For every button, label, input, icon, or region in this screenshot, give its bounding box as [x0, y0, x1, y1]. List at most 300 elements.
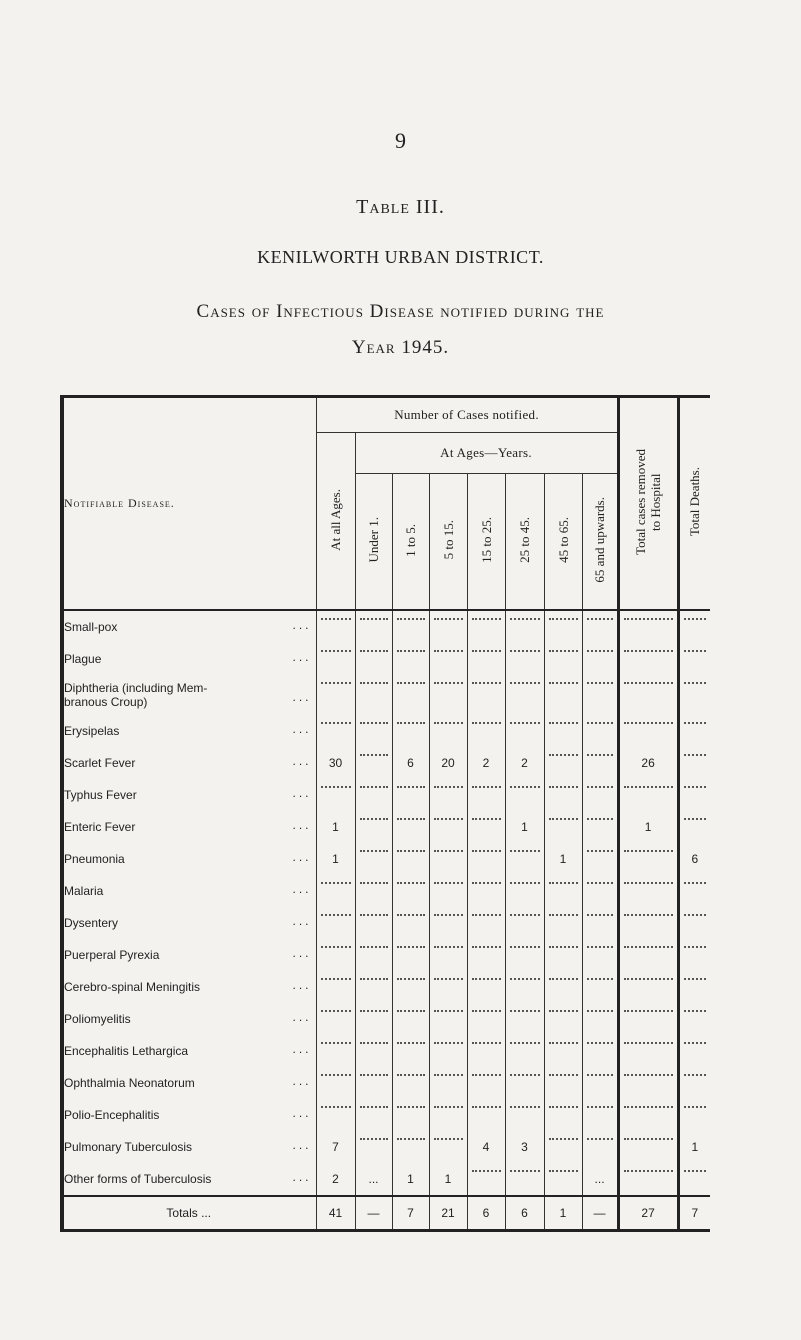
empty-dotted-cell: [684, 786, 707, 788]
age-group-header: [467, 474, 505, 611]
empty-dotted-cell: [549, 650, 578, 652]
dot-leader: ...: [292, 722, 312, 736]
table-cell: [429, 843, 467, 875]
table-cell: [544, 1003, 582, 1035]
empty-dotted-cell: [321, 1042, 351, 1044]
empty-dotted-cell: [472, 786, 501, 788]
disease-label: Typhus Fever: [64, 788, 137, 802]
empty-dotted-cell: [510, 914, 540, 916]
empty-dotted-cell: [587, 882, 613, 884]
dot-leader: ...: [292, 786, 312, 800]
empty-dotted-cell: [434, 818, 463, 820]
empty-dotted-cell: [587, 978, 613, 980]
table-cell: [544, 715, 582, 747]
empty-dotted-cell: [549, 1106, 578, 1108]
table-cell: [316, 610, 355, 643]
empty-dotted-cell: [684, 618, 707, 620]
empty-dotted-cell: [472, 650, 501, 652]
table-cell: [582, 1003, 618, 1035]
infectious-disease-table: [60, 395, 710, 1232]
empty-dotted-cell: [397, 1074, 425, 1076]
table-cell: [678, 1003, 710, 1035]
table-cell: [392, 1067, 429, 1099]
table-cell: [429, 939, 467, 971]
table-cell: [429, 1035, 467, 1067]
table-cell: [618, 1099, 678, 1131]
empty-dotted-cell: [624, 722, 673, 724]
disease-label: Diphtheria (including Mem-: [64, 681, 208, 695]
cell-value: —: [593, 1206, 606, 1220]
cell-value: 21: [441, 1206, 455, 1220]
empty-dotted-cell: [472, 1042, 501, 1044]
table-cell: [544, 843, 582, 875]
empty-dotted-cell: [510, 1074, 540, 1076]
dot-leader: ...: [292, 850, 312, 864]
district-title: KENILWORTH URBAN DISTRICT.: [257, 247, 544, 267]
table-cell: [316, 643, 355, 675]
removed-to-hospital-header: [618, 397, 678, 611]
empty-dotted-cell: [684, 1170, 707, 1172]
table-cell: [618, 1131, 678, 1163]
table-cell: [316, 907, 355, 939]
cell-value: 1: [407, 1172, 414, 1186]
table-cell: [429, 1163, 467, 1196]
disease-name: [62, 1067, 316, 1099]
age-group-label: 1 to 5.: [403, 523, 418, 557]
table-cell: [467, 1131, 505, 1163]
table-cell: [582, 779, 618, 811]
table-cell: [467, 875, 505, 907]
disease-label: Other forms of Tuberculosis: [64, 1172, 212, 1186]
empty-dotted-cell: [434, 618, 463, 620]
empty-dotted-cell: [434, 1074, 463, 1076]
table-cell: [618, 610, 678, 643]
disease-label: Encephalitis Lethargica: [64, 1044, 189, 1058]
disease-label: Pneumonia: [64, 852, 125, 866]
table-cell: [505, 1035, 544, 1067]
table-cell: [316, 843, 355, 875]
table-cell: [678, 1196, 710, 1231]
disease-label: Plague: [64, 652, 102, 666]
empty-dotted-cell: [360, 946, 388, 948]
table-cell: [392, 715, 429, 747]
at-ages-header: At Ages—Years.: [355, 433, 618, 474]
table-cell: [582, 1067, 618, 1099]
empty-dotted-cell: [360, 818, 388, 820]
table-cell: [678, 715, 710, 747]
dot-leader: ...: [292, 1138, 312, 1152]
cell-value: 1: [691, 1140, 699, 1154]
table-row: [62, 971, 710, 1003]
empty-dotted-cell: [472, 1010, 501, 1012]
empty-dotted-cell: [434, 850, 463, 852]
cell-value: 41: [328, 1206, 343, 1220]
empty-dotted-cell: [360, 1106, 388, 1108]
empty-dotted-cell: [549, 1074, 578, 1076]
table-cell: [505, 875, 544, 907]
empty-dotted-cell: [587, 618, 613, 620]
table-cell: [544, 747, 582, 779]
table-row: [62, 643, 710, 675]
table-cell: [467, 811, 505, 843]
empty-dotted-cell: [434, 978, 463, 980]
empty-dotted-cell: [549, 882, 578, 884]
table-cell: [467, 939, 505, 971]
empty-dotted-cell: [321, 618, 351, 620]
dot-leader: ...: [292, 946, 312, 960]
table-cell: [429, 747, 467, 779]
table-cell: [316, 715, 355, 747]
table-cell: [429, 779, 467, 811]
table-row: [62, 1003, 710, 1035]
table-cell: [392, 1196, 429, 1231]
age-group-label: 5 to 15.: [440, 520, 456, 560]
table-row: [62, 1035, 710, 1067]
empty-dotted-cell: [360, 682, 388, 684]
cell-value: 20: [441, 756, 455, 770]
table-cell: [467, 675, 505, 715]
cell-value: 6: [482, 1206, 490, 1220]
table-cell: [392, 939, 429, 971]
table-cell: [582, 1163, 618, 1196]
empty-dotted-cell: [434, 882, 463, 884]
cell-value: 7: [691, 1206, 699, 1220]
table-cell: [467, 1067, 505, 1099]
empty-dotted-cell: [587, 1010, 613, 1012]
empty-dotted-cell: [360, 914, 388, 916]
disease-name: [62, 811, 316, 843]
dot-leader: ...: [292, 618, 312, 632]
cell-value: 1: [332, 852, 339, 866]
empty-dotted-cell: [549, 818, 578, 820]
total-deaths-header: [678, 397, 710, 611]
empty-dotted-cell: [587, 818, 613, 820]
empty-dotted-cell: [360, 786, 388, 788]
table-cell: [429, 875, 467, 907]
empty-dotted-cell: [684, 722, 707, 724]
table-cell: [467, 1003, 505, 1035]
table-cell: [316, 971, 355, 1003]
table-cell: [355, 843, 392, 875]
disease-name: [62, 1035, 316, 1067]
cell-value: 2: [521, 756, 528, 770]
removed-header-line-2: to Hospital: [648, 473, 664, 531]
table-cell: [392, 610, 429, 643]
empty-dotted-cell: [587, 914, 613, 916]
table-cell: [678, 907, 710, 939]
table-cell: [505, 1099, 544, 1131]
cell-value: 26: [641, 756, 655, 770]
table-cell: [618, 843, 678, 875]
empty-dotted-cell: [510, 882, 540, 884]
age-group-header: [392, 474, 429, 611]
age-group-label: 45 to 65.: [555, 517, 571, 563]
table-cell: [355, 779, 392, 811]
empty-dotted-cell: [549, 618, 578, 620]
empty-dotted-cell: [684, 1042, 707, 1044]
cell-value: ...: [368, 1172, 379, 1186]
disease-label: Puerperal Pyrexia: [64, 948, 160, 962]
table-cell: [678, 747, 710, 779]
table-cell: [618, 811, 678, 843]
table-cell: [355, 675, 392, 715]
empty-dotted-cell: [360, 618, 388, 620]
empty-dotted-cell: [434, 786, 463, 788]
at-all-ages-label: At all Ages.: [328, 488, 343, 551]
table-cell: [467, 715, 505, 747]
disease-name: [62, 939, 316, 971]
dot-leader: ...: [292, 1042, 312, 1056]
table-cell: [678, 643, 710, 675]
empty-dotted-cell: [397, 618, 425, 620]
table-cell: [582, 971, 618, 1003]
disease-label: Scarlet Fever: [64, 756, 136, 770]
disease-name: [62, 843, 316, 875]
empty-dotted-cell: [360, 1074, 388, 1076]
table-cell: [355, 907, 392, 939]
table-cell: [429, 907, 467, 939]
cell-value: 2: [482, 756, 490, 770]
cell-value: 27: [641, 1206, 655, 1220]
cell-value: 2: [332, 1172, 339, 1186]
empty-dotted-cell: [624, 978, 673, 980]
at-all-ages-header: [316, 433, 355, 611]
empty-dotted-cell: [624, 1010, 673, 1012]
disease-label: Ophthalmia Neonatorum: [64, 1076, 195, 1090]
empty-dotted-cell: [549, 722, 578, 724]
table-cell: [355, 875, 392, 907]
table-cell: [618, 1003, 678, 1035]
empty-dotted-cell: [360, 978, 388, 980]
empty-dotted-cell: [397, 1042, 425, 1044]
empty-dotted-cell: [587, 722, 613, 724]
table-cell: [678, 843, 710, 875]
empty-dotted-cell: [684, 978, 707, 980]
table-row: [62, 747, 710, 779]
disease-label: Dysentery: [64, 916, 119, 930]
table-cell: [467, 1163, 505, 1196]
empty-dotted-cell: [587, 946, 613, 948]
page-number: 9: [395, 128, 406, 153]
table-cell: [544, 1099, 582, 1131]
empty-dotted-cell: [510, 1010, 540, 1012]
table-row: [62, 875, 710, 907]
table-cell: [505, 747, 544, 779]
table-cell: [316, 747, 355, 779]
table-title: Table III.: [356, 196, 445, 218]
table-cell: [678, 610, 710, 643]
table-cell: [467, 610, 505, 643]
table-cell: [392, 971, 429, 1003]
table-cell: [316, 675, 355, 715]
empty-dotted-cell: [624, 850, 673, 852]
table-cell: [678, 939, 710, 971]
empty-dotted-cell: [587, 650, 613, 652]
age-group-header: [544, 474, 582, 611]
empty-dotted-cell: [510, 978, 540, 980]
table-cell: [582, 907, 618, 939]
table-cell: [618, 1163, 678, 1196]
table-cell: [505, 907, 544, 939]
age-group-header: [582, 474, 618, 611]
table-cell: [392, 1131, 429, 1163]
empty-dotted-cell: [472, 978, 501, 980]
cell-value: 1: [559, 852, 567, 866]
empty-dotted-cell: [624, 914, 673, 916]
table-cell: [355, 610, 392, 643]
table-row: [62, 779, 710, 811]
cell-value: 6: [407, 756, 414, 770]
table-cell: [544, 971, 582, 1003]
table-cell: [467, 1035, 505, 1067]
empty-dotted-cell: [684, 818, 707, 820]
table-cell: [355, 1131, 392, 1163]
empty-dotted-cell: [321, 914, 351, 916]
disease-label: Pulmonary Tuberculosis: [64, 1140, 193, 1154]
table-row: [62, 1131, 710, 1163]
empty-dotted-cell: [472, 1170, 501, 1172]
table-cell: [678, 971, 710, 1003]
table-cell: [678, 779, 710, 811]
empty-dotted-cell: [472, 722, 501, 724]
dot-leader: ...: [292, 1074, 312, 1088]
cell-value: 6: [521, 1206, 528, 1220]
empty-dotted-cell: [587, 1042, 613, 1044]
age-group-label: Under 1.: [366, 517, 381, 563]
empty-dotted-cell: [321, 946, 351, 948]
table-cell: [618, 1067, 678, 1099]
empty-dotted-cell: [684, 946, 707, 948]
table-cell: [505, 610, 544, 643]
table-cell: [618, 1196, 678, 1231]
disease-column-header: Notifiable Disease.: [62, 397, 316, 611]
table-cell: [505, 971, 544, 1003]
table-cell: [505, 715, 544, 747]
disease-name: [62, 675, 316, 715]
table-row: [62, 843, 710, 875]
disease-name: [62, 907, 316, 939]
empty-dotted-cell: [510, 682, 540, 684]
table-cell: [392, 1003, 429, 1035]
table-cell: [316, 1099, 355, 1131]
cell-value: ...: [594, 1172, 605, 1186]
table-cell: [618, 971, 678, 1003]
table-cell: [544, 939, 582, 971]
table-cell: [392, 1035, 429, 1067]
dot-leader: ...: [292, 882, 312, 896]
disease-label: Totals ...: [166, 1206, 212, 1220]
disease-name: [62, 971, 316, 1003]
empty-dotted-cell: [510, 1170, 540, 1172]
empty-dotted-cell: [321, 882, 351, 884]
title-block: [0, 196, 801, 366]
table-cell: [618, 643, 678, 675]
empty-dotted-cell: [397, 650, 425, 652]
age-group-label: 15 to 25.: [478, 517, 494, 563]
table-cell: [316, 875, 355, 907]
empty-dotted-cell: [624, 1170, 673, 1172]
empty-dotted-cell: [587, 754, 613, 756]
cell-value: —: [367, 1206, 380, 1220]
table-cell: [544, 643, 582, 675]
table-cell: [544, 1067, 582, 1099]
table-cell: [355, 1163, 392, 1196]
empty-dotted-cell: [510, 1106, 540, 1108]
empty-dotted-cell: [472, 850, 501, 852]
table-cell: [429, 1196, 467, 1231]
empty-dotted-cell: [624, 682, 673, 684]
empty-dotted-cell: [549, 754, 578, 756]
empty-dotted-cell: [397, 946, 425, 948]
table-cell: [316, 779, 355, 811]
empty-dotted-cell: [624, 1106, 673, 1108]
table-cell: [355, 747, 392, 779]
table-cell: [355, 1035, 392, 1067]
table-cell: [505, 779, 544, 811]
cell-value: 1: [559, 1206, 567, 1220]
empty-dotted-cell: [549, 1170, 578, 1172]
number-notified-header: Number of Cases notified.: [316, 397, 618, 433]
cell-value: 7: [332, 1140, 339, 1154]
table-cell: [678, 1035, 710, 1067]
table-cell: [544, 875, 582, 907]
dot-leader: ...: [292, 1010, 312, 1024]
table-cell: [544, 779, 582, 811]
table-cell: [505, 811, 544, 843]
empty-dotted-cell: [321, 1010, 351, 1012]
table-cell: [355, 715, 392, 747]
empty-dotted-cell: [360, 1138, 388, 1140]
empty-dotted-cell: [397, 1138, 425, 1140]
empty-dotted-cell: [624, 1074, 673, 1076]
table-cell: [355, 643, 392, 675]
empty-dotted-cell: [397, 850, 425, 852]
disease-label: Poliomyelitis: [64, 1012, 131, 1026]
empty-dotted-cell: [360, 650, 388, 652]
table-cell: [392, 811, 429, 843]
table-cell: [505, 1067, 544, 1099]
table-cell: [392, 1163, 429, 1196]
disease-name: [62, 610, 316, 643]
empty-dotted-cell: [684, 1074, 707, 1076]
table-cell: [618, 675, 678, 715]
empty-dotted-cell: [549, 682, 578, 684]
disease-name: [62, 1003, 316, 1035]
empty-dotted-cell: [321, 650, 351, 652]
table-cell: [429, 610, 467, 643]
cell-value: 1: [521, 820, 528, 834]
table-cell: [618, 779, 678, 811]
empty-dotted-cell: [434, 722, 463, 724]
table-cell: [467, 1099, 505, 1131]
empty-dotted-cell: [684, 682, 707, 684]
empty-dotted-cell: [684, 1010, 707, 1012]
empty-dotted-cell: [624, 1042, 673, 1044]
empty-dotted-cell: [472, 946, 501, 948]
dot-leader: ...: [292, 754, 312, 768]
table-cell: [618, 939, 678, 971]
empty-dotted-cell: [587, 682, 613, 684]
table-cell: [355, 1196, 392, 1231]
empty-dotted-cell: [587, 850, 613, 852]
empty-dotted-cell: [510, 1042, 540, 1044]
disease-name: [62, 715, 316, 747]
table-cell: [505, 1163, 544, 1196]
empty-dotted-cell: [434, 682, 463, 684]
age-group-header: [429, 474, 467, 611]
table-cell: [678, 675, 710, 715]
empty-dotted-cell: [549, 1010, 578, 1012]
